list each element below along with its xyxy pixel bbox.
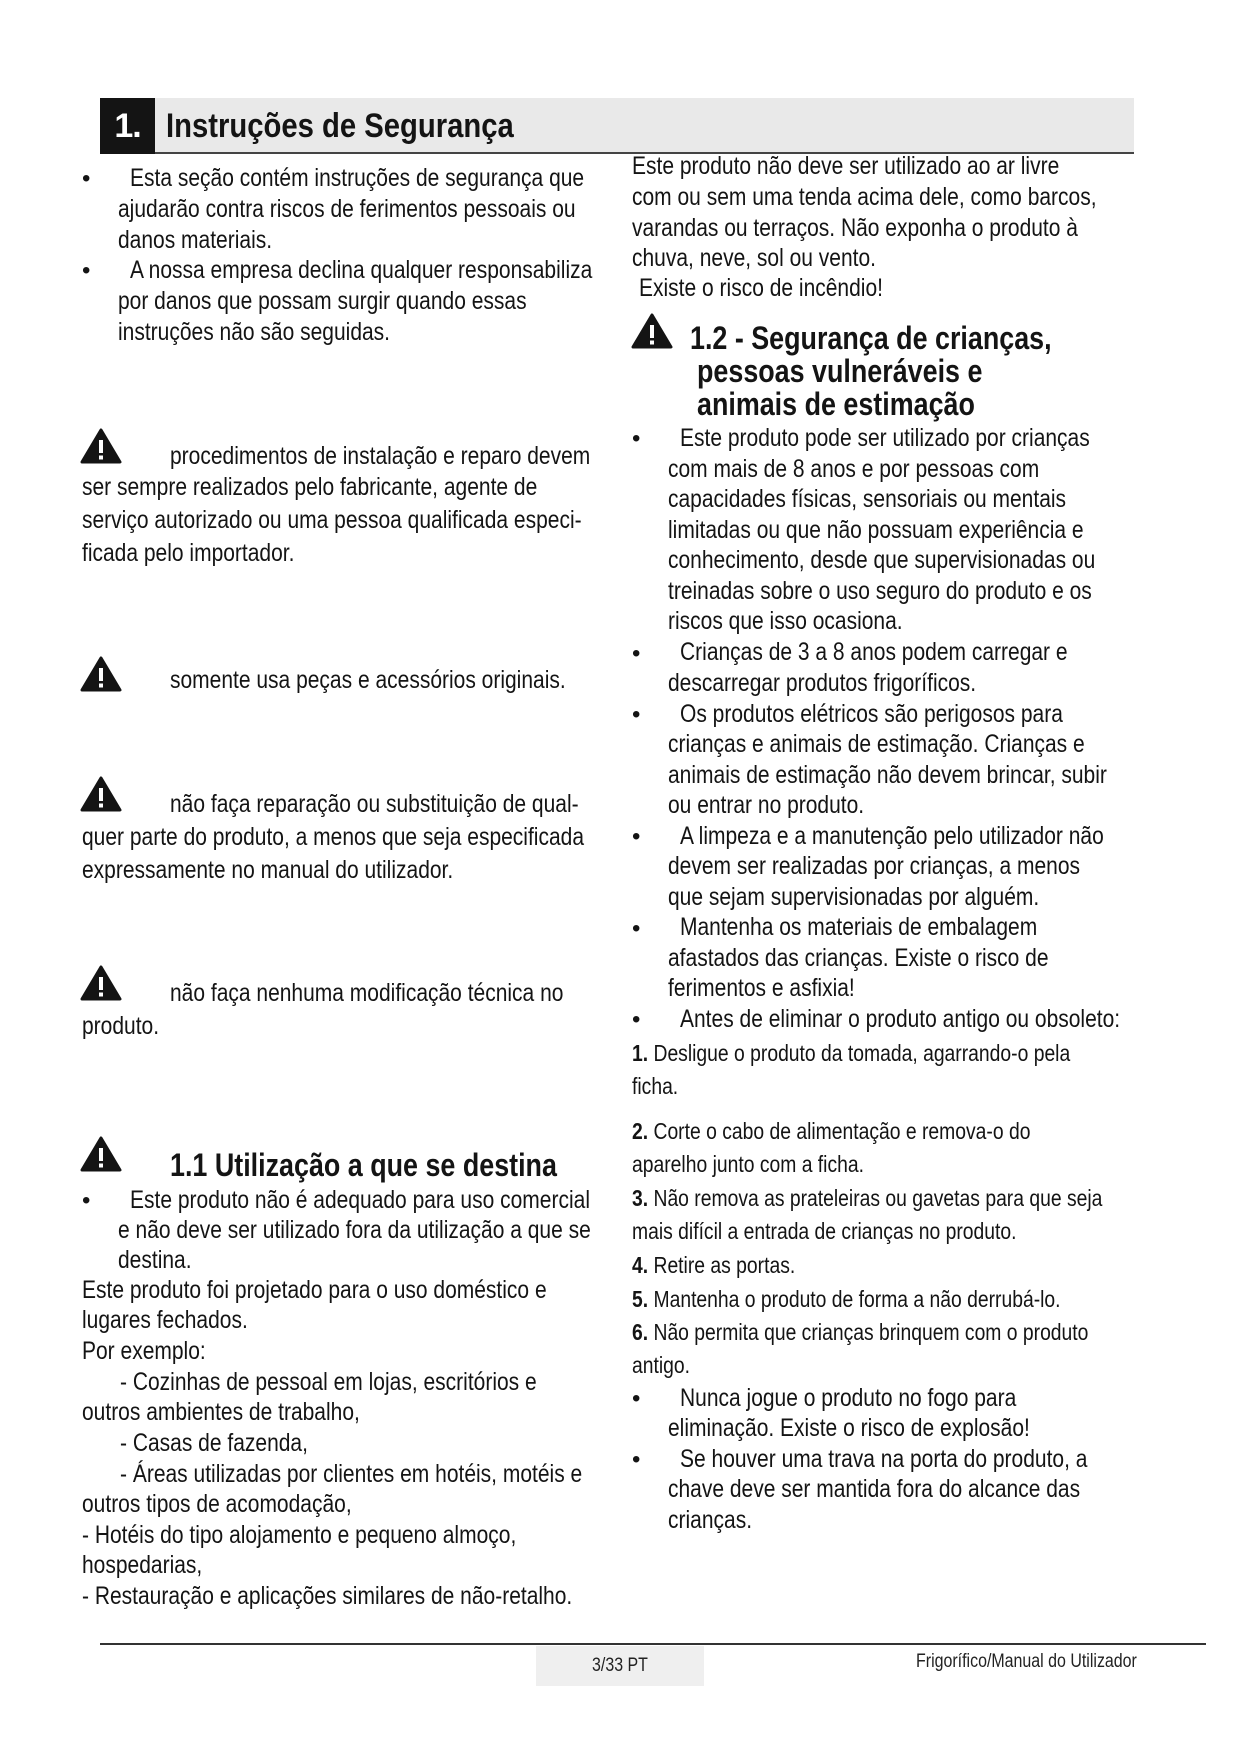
child-bullet-4-line-2: devem ser realizadas por crianças, a menos <box>668 852 1081 880</box>
section-header <box>100 98 1134 154</box>
warning-triangle-icon <box>80 776 122 812</box>
end-bullet-1-line-1: Nunca jogue o produto no fogo para <box>680 1384 1017 1412</box>
step-number: 3. <box>632 1185 649 1211</box>
section-1-1-line-7: - Áreas utilizadas por clientes em hotéis, motéis e <box>120 1460 583 1488</box>
bullet-dot: • <box>82 257 91 284</box>
warning-2-line-1: somente usa peças e acessórios originais. <box>170 666 566 694</box>
bullet-dot: • <box>632 1446 641 1473</box>
bullet-dot: • <box>632 1006 641 1033</box>
warning-triangle-icon <box>80 428 122 464</box>
section-1-1-line-9: - Hotéis do tipo alojamento e pequeno almoço, <box>82 1521 517 1549</box>
intro-bullet-1-line-2: ajudarão contra riscos de ferimentos pessoais ou <box>118 195 576 223</box>
warning-triangle-icon <box>80 656 122 692</box>
step-2-line-2: aparelho junto com a ficha. <box>632 1151 864 1177</box>
section-1-1-line-8: outros tipos de acomodação, <box>82 1490 352 1518</box>
bullet-dot: • <box>632 915 641 942</box>
intro-bullet-1-line-3: danos materiais. <box>118 226 273 254</box>
step-number: 6. <box>632 1319 649 1345</box>
warning-3-line-2: quer parte do produto, a menos que seja especificada <box>82 823 585 851</box>
section-1-2-title-line-2: pessoas vulneráveis e <box>697 353 983 389</box>
child-bullet-3-line-1: Os produtos elétricos são perigosos para <box>680 700 1063 728</box>
section-1-1-bullet-line-3: destina. <box>118 1246 192 1274</box>
bullet-dot: • <box>82 1187 91 1214</box>
bullet-dot: • <box>632 640 641 667</box>
child-bullet-6-line-1: Antes de eliminar o produto antigo ou obsoleto: <box>680 1005 1121 1033</box>
outdoor-line-2: com ou sem uma tenda acima dele, como barcos, <box>632 183 1097 211</box>
child-bullet-1-line-3: capacidades físicas, sensoriais ou mentais <box>668 485 1067 513</box>
child-bullet-2-line-2: descarregar produtos frigoríficos. <box>668 669 977 697</box>
step-1-line-1 <box>632 1038 1070 1069</box>
step-4-line-1 <box>632 1250 795 1281</box>
end-bullet-1-line-2: eliminação. Existe o risco de explosão! <box>668 1414 1030 1442</box>
fire-risk-line: Existe o risco de incêndio! <box>639 274 883 302</box>
end-bullet-2-line-3: crianças. <box>668 1506 753 1534</box>
child-bullet-3-line-3: animais de estimação não devem brincar, subir <box>668 761 1107 789</box>
step-6-line-1 <box>632 1317 1088 1348</box>
warning-triangle-icon <box>80 1136 122 1172</box>
step-3-line-2: mais difícil a entrada de crianças no produto. <box>632 1218 1017 1244</box>
intro-bullet-2-line-1: A nossa empresa declina qualquer responsabiliza <box>130 256 593 284</box>
child-bullet-5-line-1: Mantenha os materiais de embalagem <box>680 913 1038 941</box>
child-bullet-1-line-1: Este produto pode ser utilizado por crianças <box>680 424 1090 452</box>
child-bullet-5-line-3: ferimentos e asfixia! <box>668 974 855 1002</box>
outdoor-line-3: varandas ou terraços. Não exponha o produto à <box>632 214 1078 242</box>
warning-1-line-1: procedimentos de instalação e reparo devem <box>170 442 591 470</box>
section-1-1-line-11: - Restauração e aplicações similares de não-retalho. <box>82 1582 573 1610</box>
footer-manual-title: Frigorífico/Manual do Utilizador <box>916 1651 1137 1672</box>
intro-bullet-2-line-2: por danos que possam surgir quando essas <box>118 287 527 315</box>
warning-3-line-3: expressamente no manual do utilizador. <box>82 856 454 884</box>
intro-bullet-2-line-3: instruções não são seguidas. <box>118 318 391 346</box>
bullet-dot: • <box>632 823 641 850</box>
section-1-2-title-line-1: 1.2 - Segurança de crianças, <box>690 320 1052 356</box>
page-number: 3/33 PT <box>592 1655 648 1676</box>
section-title: Instruções de Segurança <box>166 107 514 145</box>
section-1-1-line-3: Por exemplo: <box>82 1337 206 1365</box>
step-text: Desligue o produto da tomada, agarrando-o pela <box>653 1040 1071 1066</box>
section-1-2-title-line-3: animais de estimação <box>697 386 975 422</box>
warning-1-line-2: ser sempre realizados pelo fabricante, agente de <box>82 473 538 501</box>
section-1-1-line-5: outros ambientes de trabalho, <box>82 1398 360 1426</box>
section-1-1-line-4: - Cozinhas de pessoal em lojas, escritórios e <box>120 1368 537 1396</box>
outdoor-line-4: chuva, neve, sol ou vento. <box>632 244 876 272</box>
bullet-dot: • <box>82 165 91 192</box>
warning-triangle-icon <box>631 313 673 349</box>
bullet-dot: • <box>632 701 641 728</box>
child-bullet-2-line-1: Crianças de 3 a 8 anos podem carregar e <box>680 638 1068 666</box>
bullet-dot: • <box>632 425 641 452</box>
bullet-dot: • <box>632 1385 641 1412</box>
section-1-1-line-2: lugares fechados. <box>82 1306 248 1334</box>
section-number: 1. <box>100 98 155 154</box>
section-1-1-title: 1.1 Utilização a que se destina <box>170 1147 557 1183</box>
child-bullet-4-line-3: que sejam supervisionadas por alguém. <box>668 883 1040 911</box>
section-1-1-bullet-line-1: Este produto não é adequado para uso comercial <box>130 1186 590 1214</box>
step-text: Corte o cabo de alimentação e remova-o do <box>653 1118 1031 1144</box>
warning-4-line-1: não faça nenhuma modificação técnica no <box>170 979 564 1007</box>
warning-1-line-3: serviço autorizado ou uma pessoa qualificada especi- <box>82 506 582 534</box>
section-1-1-line-6: - Casas de fazenda, <box>120 1429 308 1457</box>
step-text: Mantenha o produto de forma a não derrubá-lo. <box>653 1286 1061 1312</box>
step-6-line-2: antigo. <box>632 1352 691 1378</box>
footer-divider <box>100 1643 1206 1645</box>
section-1-1-line-1: Este produto foi projetado para o uso doméstico e <box>82 1276 547 1304</box>
warning-4-line-2: produto. <box>82 1012 160 1040</box>
step-text: Não remova as prateleiras ou gavetas para que seja <box>653 1185 1103 1211</box>
child-bullet-1-line-2: com mais de 8 anos e por pessoas com <box>668 455 1040 483</box>
child-bullet-1-line-5: conhecimento, desde que supervisionadas ou <box>668 546 1096 574</box>
child-bullet-3-line-4: ou entrar no produto. <box>668 791 865 819</box>
child-bullet-3-line-2: crianças e animais de estimação. Crianças e <box>668 730 1085 758</box>
intro-bullet-1-line-1: Esta seção contém instruções de segurança que <box>130 164 585 192</box>
step-number: 1. <box>632 1040 649 1066</box>
step-number: 5. <box>632 1286 649 1312</box>
end-bullet-2-line-2: chave deve ser mantida fora do alcance das <box>668 1475 1081 1503</box>
child-bullet-1-line-6: treinadas sobre o uso seguro do produto e os <box>668 577 1092 605</box>
step-number: 4. <box>632 1252 649 1278</box>
child-bullet-1-line-4: limitadas ou que não possuam experiência e <box>668 516 1084 544</box>
section-1-1-line-10: hospedarias, <box>82 1551 203 1579</box>
step-5-line-1 <box>632 1284 1061 1315</box>
step-2-line-1 <box>632 1116 1030 1147</box>
step-text: Não permita que crianças brinquem com o produto <box>653 1319 1089 1345</box>
child-bullet-5-line-2: afastados das crianças. Existe o risco de <box>668 944 1049 972</box>
warning-3-line-1: não faça reparação ou substituição de qual- <box>170 790 579 818</box>
step-number: 2. <box>632 1118 649 1144</box>
step-text: Retire as portas. <box>653 1252 796 1278</box>
warning-1-line-4: ficada pelo importador. <box>82 539 295 567</box>
section-1-1-bullet-line-2: e não deve ser utilizado fora da utilização a que se <box>118 1216 591 1244</box>
outdoor-line-1: Este produto não deve ser utilizado ao ar livre <box>632 152 1060 180</box>
child-bullet-1-line-7: riscos que isso ocasiona. <box>668 607 903 635</box>
end-bullet-2-line-1: Se houver uma trava na porta do produto, a <box>680 1445 1088 1473</box>
step-3-line-1 <box>632 1183 1102 1214</box>
child-bullet-4-line-1: A limpeza e a manutenção pelo utilizador não <box>680 822 1104 850</box>
warning-triangle-icon <box>80 965 122 1001</box>
step-1-line-2: ficha. <box>632 1073 679 1099</box>
